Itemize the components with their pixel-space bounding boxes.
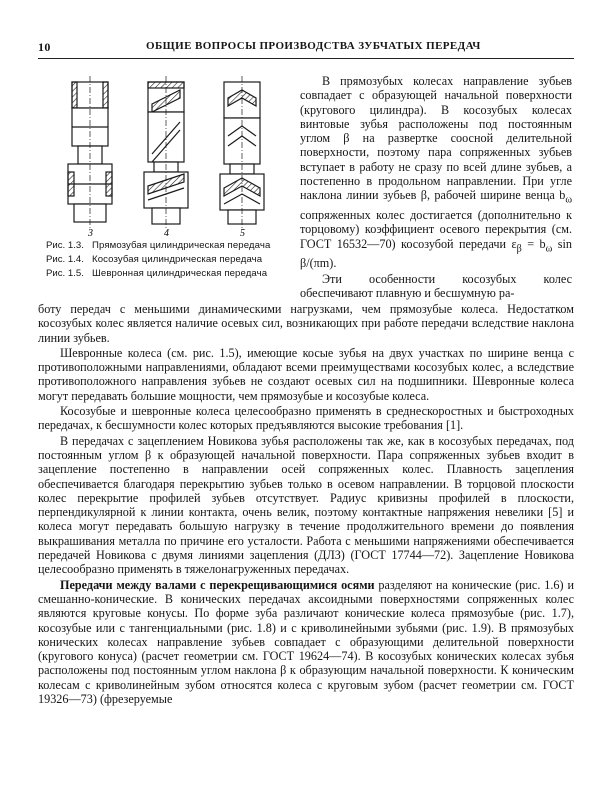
caption-1-3 bbox=[46, 240, 292, 251]
spur-gear-drawing bbox=[68, 76, 112, 228]
paragraph: боту передач с меньшими динамическими нагрузками, чем прямозубые колеса. Недостатком косозубых колес является наличие осевых сил, возникающих при работе передачи вследствие наклона линии зубьев. bbox=[38, 302, 574, 345]
herringbone-gear-drawing bbox=[220, 76, 264, 228]
caption-1-4 bbox=[46, 254, 292, 265]
body-text bbox=[38, 302, 574, 706]
paragraph: В передачах с зацеплением Новикова зубья расположены так же, как в косозубых передачах, под постоянным углом β к образующей начальной поверхности. Пара сопряженных зубьев входит в зацепление постепенно в направлении осей сопряженных колес. Плавность зацепления обеспечивается благодаря перекрытию зубьев только в осевом направлении. В торцовой плоскости колес перекрытие профилей зубьев отсутствует. Радиус кривизны профилей в плоскости, перпендикулярной к линии контакта, очень велик, поэтому контактные напряжения невелики [5] и колеса могут передавать большую нагрузку в течение продолжительного времени до появления выкрашивания металла по причине его усталости. Работа с меньшими напряжениями обеспечивается передачей Новикова с двумя линиями зацепления (ДЛЗ) (ГОСТ 17744—72). Зацепление Новикова целесообразно применять в тяжелонагруженных передачах. bbox=[38, 433, 574, 577]
figure-captions bbox=[46, 240, 292, 282]
paragraph: Эти особенности косозубых колес обеспечивают плавную и бесшумную ра- bbox=[300, 271, 572, 301]
caption-text: Шевронная цилиндрическая передача bbox=[92, 268, 268, 279]
caption-label: Рис. 1.3. bbox=[46, 240, 84, 251]
gear-figures bbox=[44, 74, 292, 238]
running-title: ОБЩИЕ ВОПРОСЫ ПРОИЗВОДСТВА ЗУБЧАТЫХ ПЕРЕДАЧ bbox=[146, 40, 481, 52]
caption-label: Рис. 1.4. bbox=[46, 254, 84, 265]
paragraph: Передачи между валами с перекрещивающимися осями разделяют на конические (рис. 1.6) и смешанно-конические. В конических передачах аксоидными поверхностями сопряженных колес являются круговые конусы. По форме зуба различают конические колеса прямозубые (рис. 1.7), косозубые или с тангенциальными (рис. 1.8) и с криволинейными зубьями (рис. 1.9). В прямозубых конических колесах направление зубьев совпадает с образующими делительной поверхности (кругового конуса) (расчет геометрии см. ГОСТ 19624—74). В косозубых конических колесах зубья расположены под постоянным углом наклона β к образующим начальной поверхности. К коническим колесам с криволинейным зубом относятся колеса с круговым зубом (расчет геометрии см. ГОСТ 19326—73) (фрезеруемые bbox=[38, 577, 574, 707]
gear-drawings bbox=[44, 74, 292, 238]
bold-term: Передачи между валами с перекрещивающимися осями bbox=[60, 577, 375, 592]
caption-text: Косозубая цилиндрическая передача bbox=[92, 254, 263, 265]
paragraph: В прямозубых колесах направление зубьев совпадает с образующей начальной поверхности (кругового цилиндра). В косозубых колесах винтовые зубья расположены под постоянным углом β на развертке соосной делительной поверхности, поэтому пара сопряженных зубьев вступает в работу не сразу по всей длине зубьев, а постепенно в продольном направлении. При угле наклона линии зубьев β, рабочей ширине венца $b_\omega$ сопряженных колес достигается (дополнительно к торцовому) коэффициент осевого перекрытия (см. ГОСТ 16532—70) косозубой передачи $\varepsilon_\beta = b_\omega$ sin β/(πm). bbox=[300, 74, 573, 271]
right-column-text bbox=[300, 74, 572, 300]
caption-text: Прямозубая цилиндрическая передача bbox=[92, 240, 271, 251]
header-rule bbox=[38, 58, 574, 59]
paragraph: Косозубые и шевронные колеса целесообразно применять в среднескоростных и быстроходных передачах, к бесшумности колес которых предъявляются высокие требования [1]. bbox=[38, 404, 574, 433]
caption-1-5 bbox=[46, 268, 292, 279]
caption-label: Рис. 1.5. bbox=[46, 268, 84, 279]
figure-label-5: 5 bbox=[240, 228, 245, 238]
paragraph: Шевронные колеса (см. рис. 1.5), имеющие косые зубья на двух участках по ширине венца с противоположными направлениями, обладают всеми преимуществами косозубых колес, а вследствие противоположного направления зубьев не создают осевых сил на подшипники. Шевронные колеса могут передавать большие мощности, чем прямозубые и косозубые колеса. bbox=[38, 345, 574, 403]
running-header bbox=[38, 40, 578, 60]
helical-gear-drawing bbox=[144, 76, 188, 228]
figure-label-3: 3 bbox=[88, 228, 93, 238]
page-number: 10 bbox=[38, 40, 51, 54]
figure-label-4: 4 bbox=[164, 228, 169, 238]
